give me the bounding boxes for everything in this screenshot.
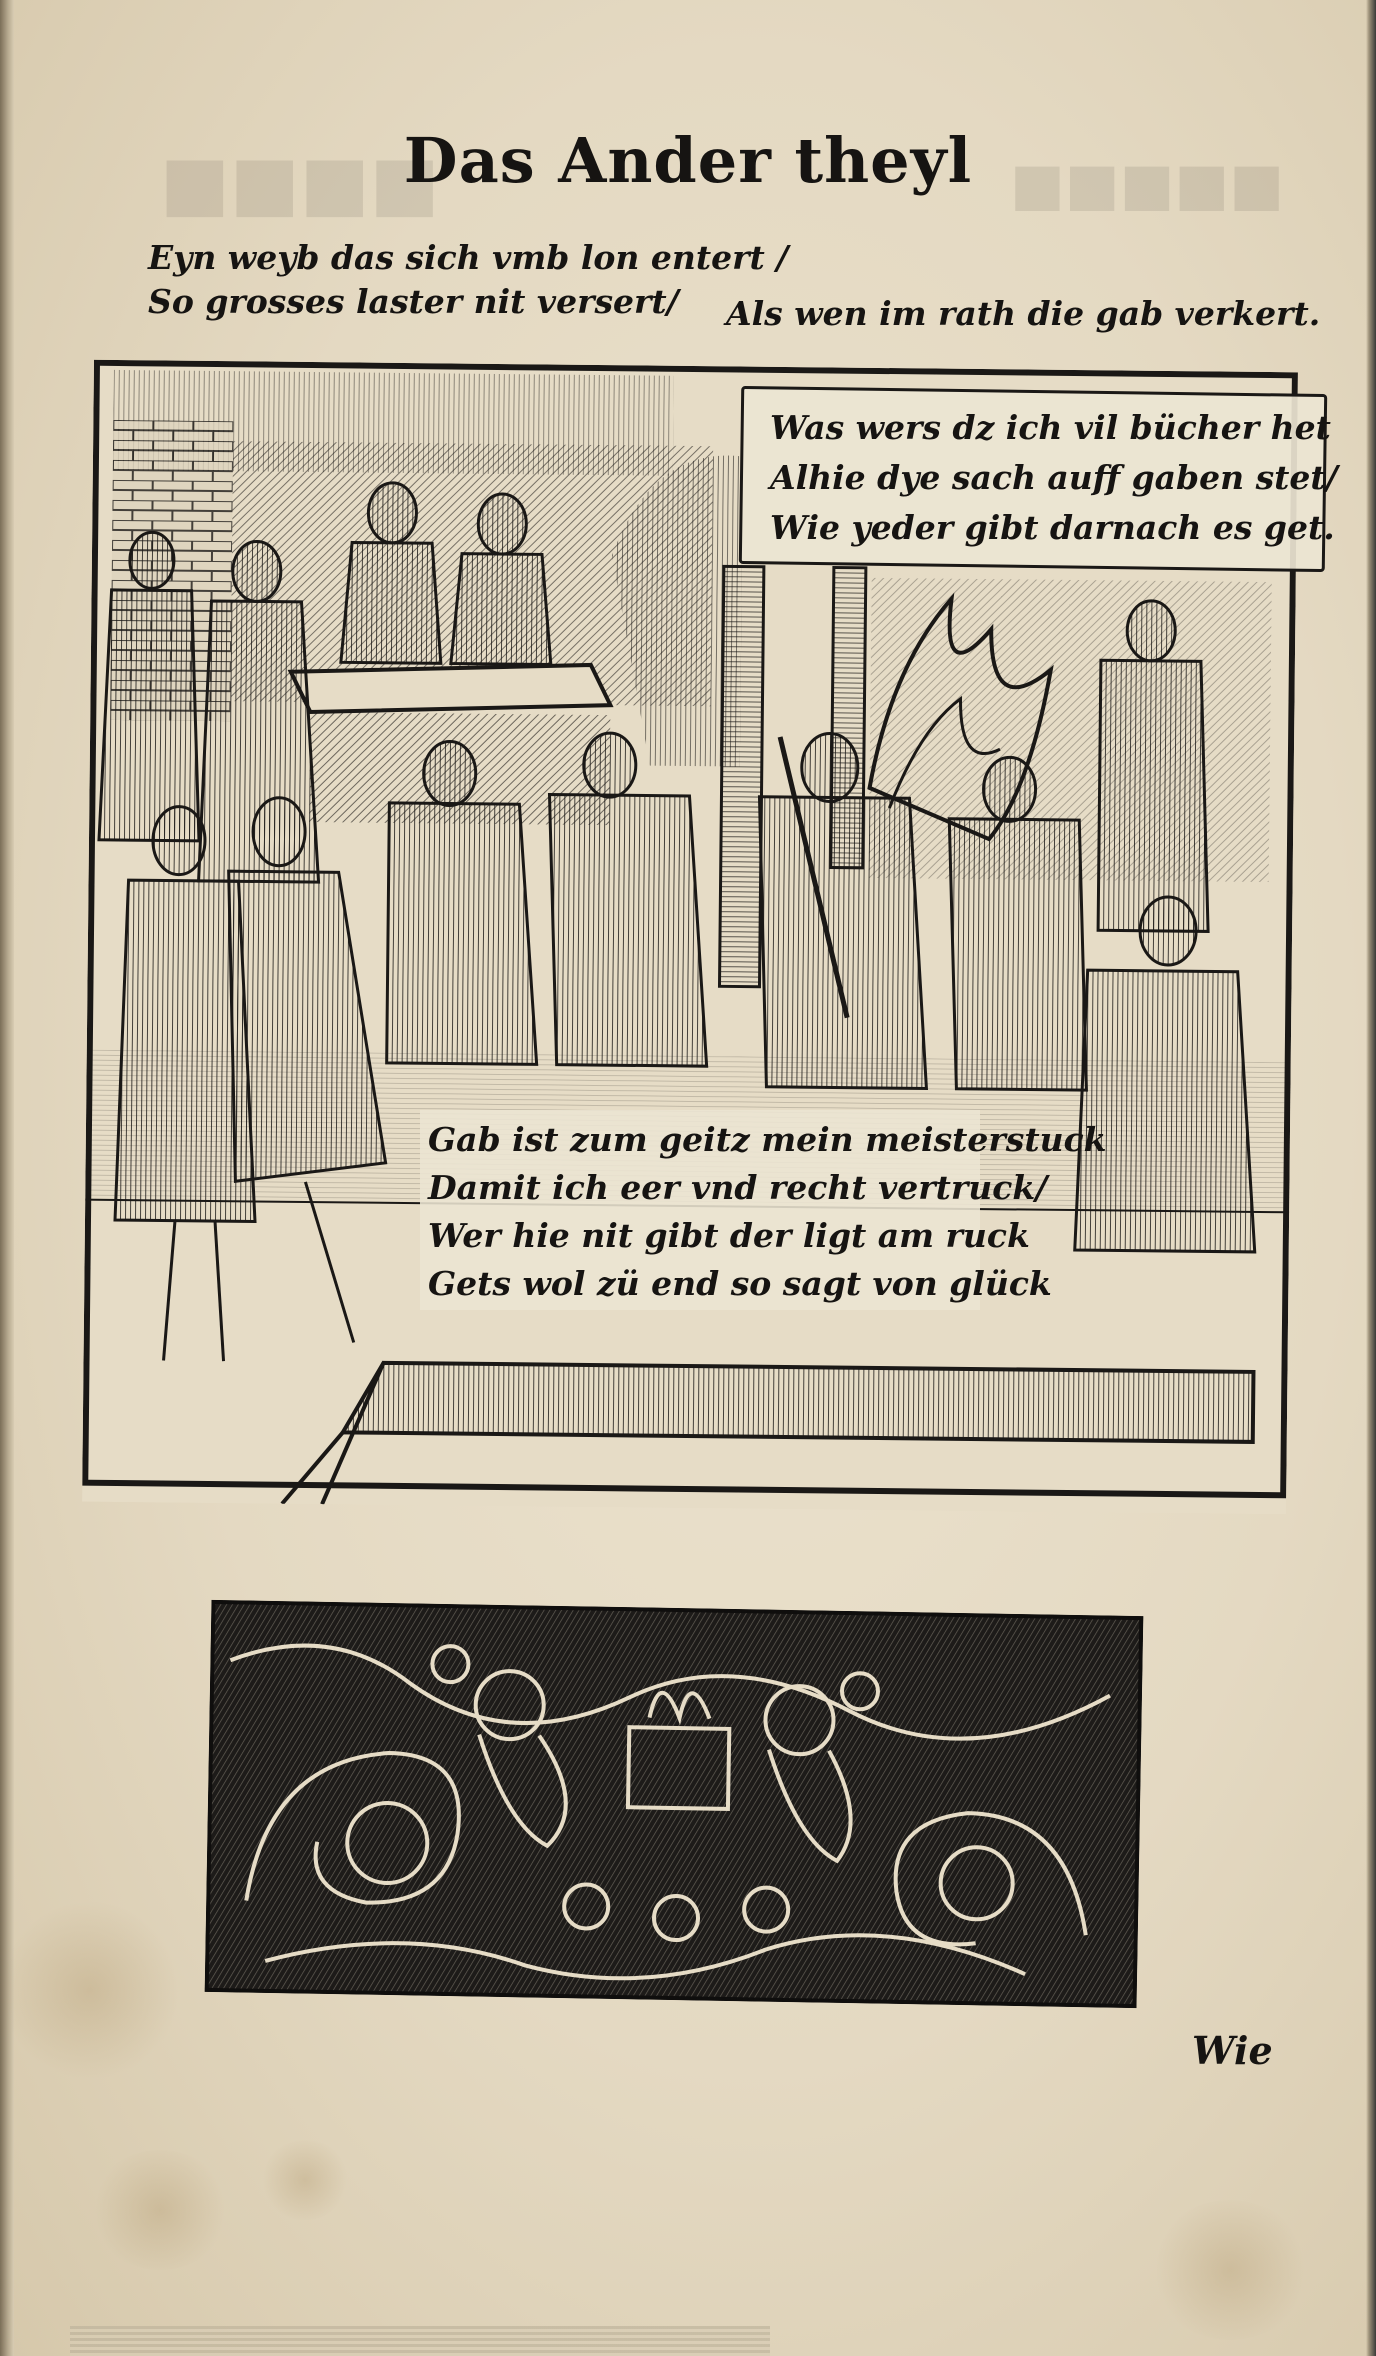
paper-stain: [1150, 2200, 1310, 2340]
top-caption-line-3: Wie yeder gibt darnach es get.: [770, 508, 1335, 547]
paper-stain: [260, 2140, 350, 2220]
bottom-caption-line-4: Gets wol zü end so sagt von glück: [428, 1264, 1052, 1303]
ornament-scene: [205, 1600, 1144, 2008]
verse-line-2: So grosses laster nit versert/: [148, 282, 679, 321]
ornament-woodcut: [205, 1600, 1144, 2008]
top-caption-line-1: Was wers dz ich vil bücher het: [770, 408, 1331, 447]
top-caption-line-2: Alhie dye sach auff gaben stet/: [770, 458, 1338, 497]
paper-stain: [0, 1900, 180, 2080]
catchword: Wie: [1192, 2028, 1273, 2073]
paper-stain: [90, 2150, 230, 2270]
page-title: Das Ander theyl: [403, 124, 973, 197]
lower-page-edge: [70, 2326, 770, 2356]
show-through: ■■■■: [160, 140, 440, 226]
verse-line-3: Als wen im rath die gab verkert.: [726, 294, 1321, 333]
show-through: ■■■■■: [1010, 150, 1284, 218]
verse-line-1: Eyn weyb das sich vmb lon entert /: [148, 238, 789, 277]
bottom-caption-line-1: Gab ist zum geitz mein meisterstuck: [428, 1120, 1107, 1159]
bottom-caption-line-2: Damit ich eer vnd recht vertruck/: [428, 1168, 1048, 1207]
page-edge: [1366, 0, 1376, 2356]
bottom-caption-line-3: Wer hie nit gibt der ligt am ruck: [428, 1216, 1030, 1255]
